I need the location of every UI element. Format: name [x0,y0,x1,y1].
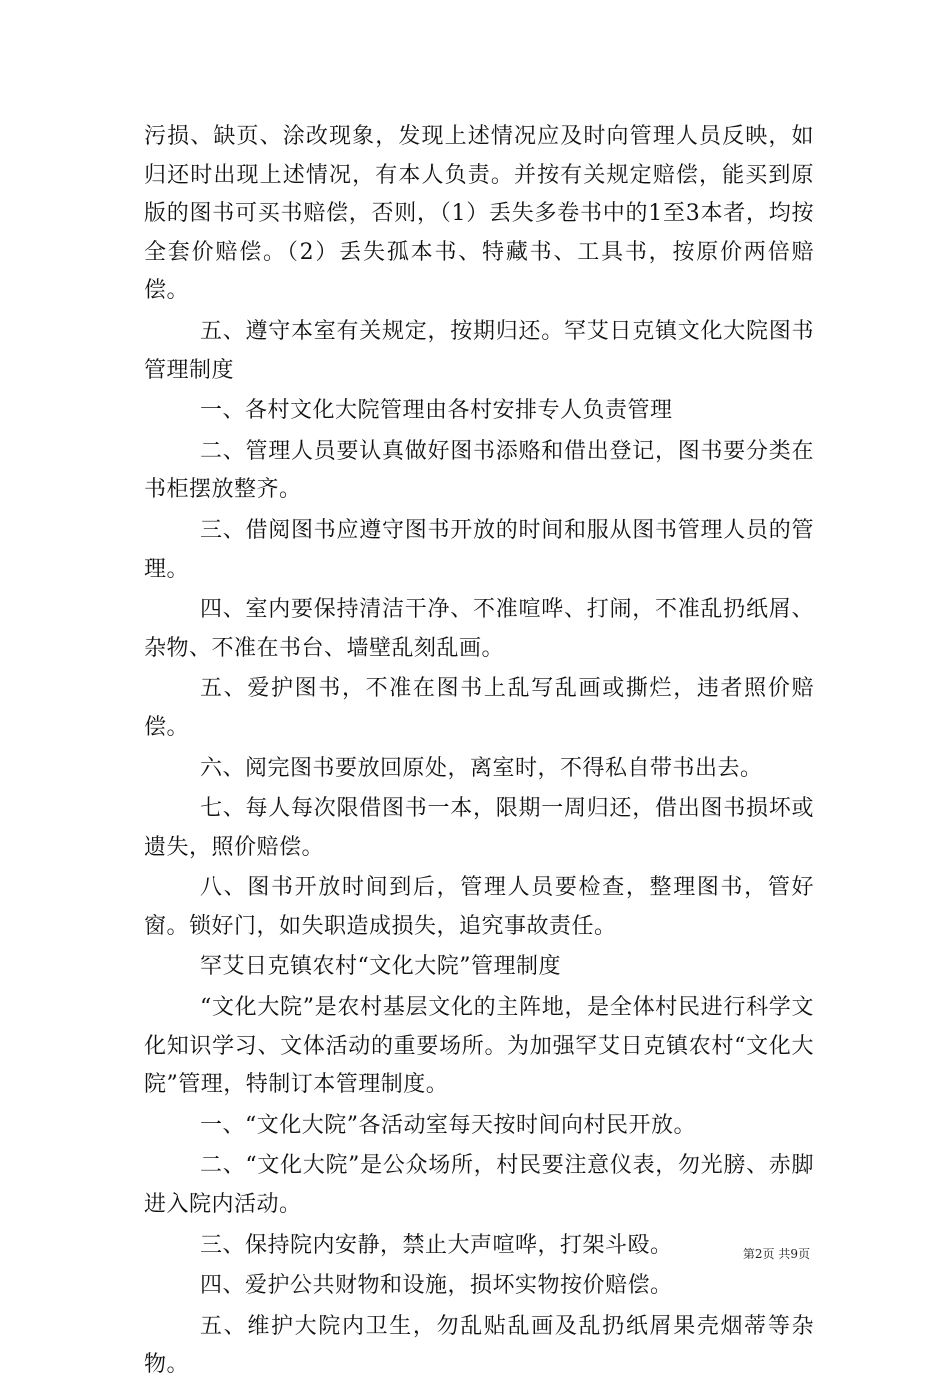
paragraph-3: 一、各村文化大院管理由各村安排专人负责管理 [200,398,673,424]
paragraph-4: 二、管理人员要认真做好图书添赂和借出登记，图书要分类在书柜摆放整齐。 [144,438,814,503]
paragraph-8: 六、阅完图书要放回原处，离室时，不得私自带书出去。 [200,755,763,781]
paragraph-9: 七、每人每次限借图书一本，限期一周归还，借出图书损坏或遗失，照价赔偿。 [144,796,814,860]
document-body [144,118,814,1387]
paragraph-10: 八、图书开放时间到后，管理人员要检查，整理图书，管好窗。锁好门，如失职造成损失，追究事故责任。 [144,875,814,939]
paragraph-7: 五、爱护图书，不准在图书上乱写乱画或撕烂，违者照价赔偿。 [144,676,814,740]
paragraph-1: 污损、缺页、涂改现象，发现上述情况应及时向管理人员反映，如归还时出现上述情况，有本人负责。并按有关规定赔偿，能买到原版的图书可买书赔偿，否则，（1）丢失多卷书中的1至3本者，均按全套价赔偿。（2）丢失孤本书、特藏书、工具书，按原价两倍赔偿。 [144,124,814,304]
paragraph-17: 五、维护大院内卫生，勿乱贴乱画及乱扔纸屑果壳烟蒂等杂物。 [144,1313,814,1378]
paragraph-6: 四、室内要保持清洁干净、不准喧哗、打闹，不准乱扔纸屑、杂物、不准在书台、墙壁乱刻乱画。 [144,597,814,661]
page-number: 第2页 共9页 [742,1247,810,1261]
paragraph-16: 四、爱护公共财物和设施，损坏实物按价赔偿。 [200,1273,673,1299]
paragraph-15: 三、保持院内安静，禁止大声喧哗，打架斗殴。 [200,1232,673,1258]
paragraph-5: 三、借阅图书应遵守图书开放的时间和服从图书管理人员的管理。 [144,517,814,582]
section-heading: 罕艾日克镇农村“文化大院”管理制度 [200,954,561,980]
paragraph-2: 五、遵守本室有关规定，按期归还。罕艾日克镇文化大院图书管理制度 [144,318,814,383]
paragraph-13: 一、“文化大院”各活动室每天按时间向村民开放。 [200,1112,696,1138]
paragraph-12: “文化大院”是农村基层文化的主阵地，是全体村民进行科学文化知识学习、文体活动的重要场所。为加强罕艾日克镇农村“文化大院”管理，特制订本管理制度。 [144,995,814,1098]
paragraph-14: 二、“文化大院”是公众场所，村民要注意仪表，勿光膀、赤脚进入院内活动。 [144,1153,814,1218]
